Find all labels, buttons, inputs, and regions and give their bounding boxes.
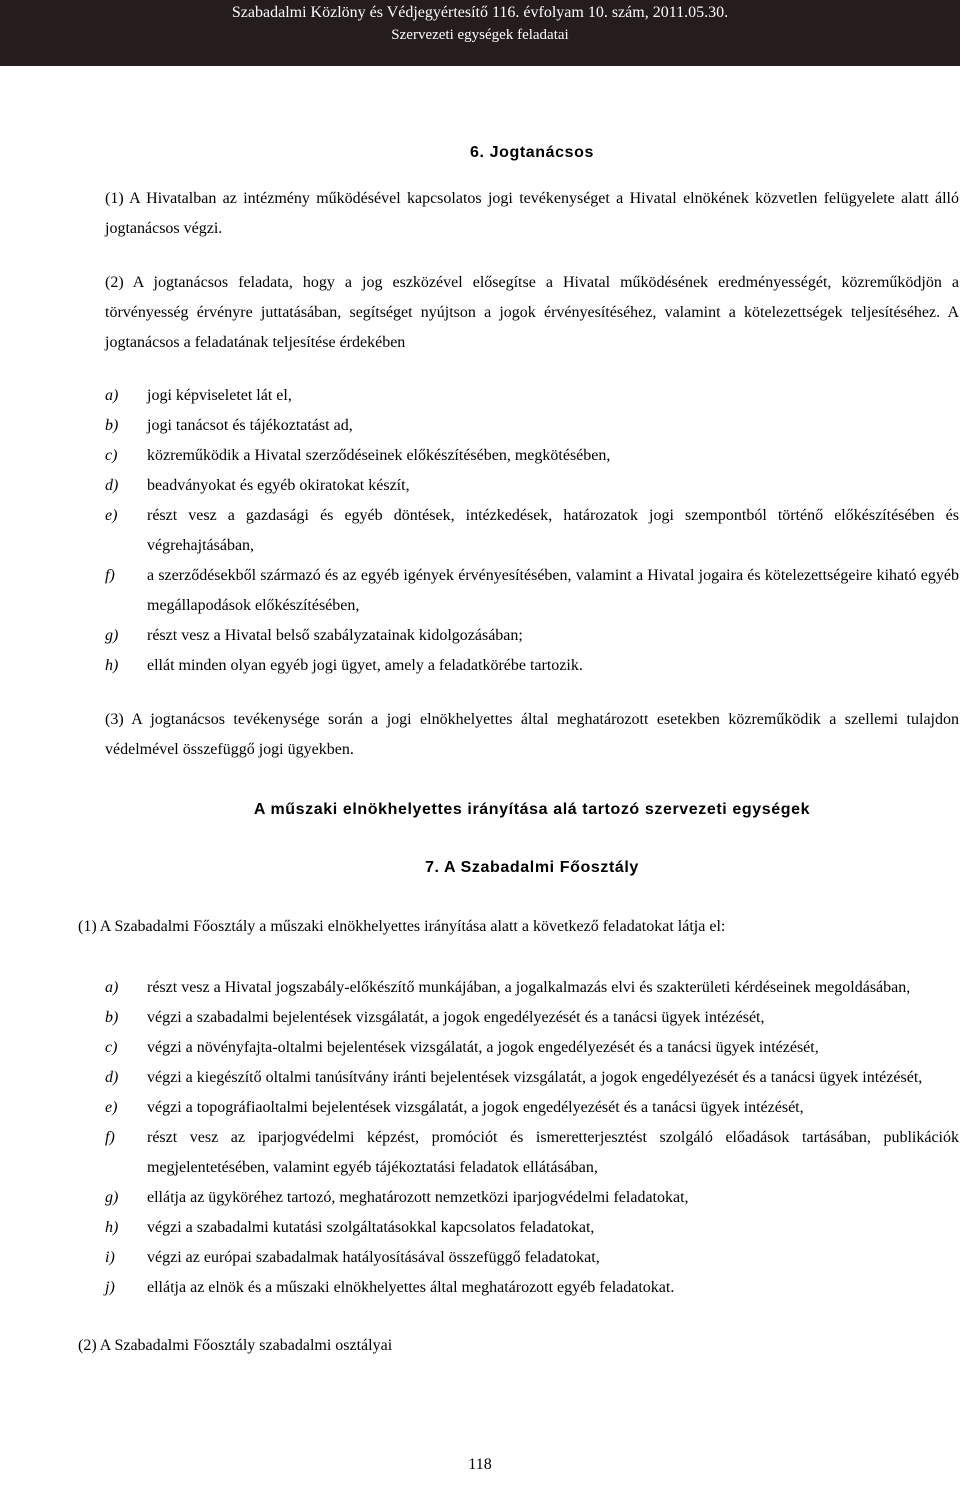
list-item-text: a szerződésekből származó és az egyéb igények érvényesítésében, valamint a Hivatal jogaira és kötelezettségeire kiható egyéb megállapodások előkészítésében,: [147, 567, 959, 614]
page-header: [0, 0, 960, 66]
list-item-label: g): [105, 1189, 119, 1206]
document-body: [78, 138, 959, 1361]
list-item-label: a): [105, 979, 119, 996]
list-item-text: jogi tanácsot és tájékoztatást ad,: [147, 417, 353, 434]
list-item-text: végzi a szabadalmi bejelentések vizsgálatát, a jogok engedélyezését és a tanácsi ügyek intézését,: [147, 1009, 765, 1026]
section-7-task-list: [105, 973, 959, 1303]
list-item-label: f): [105, 1129, 115, 1146]
list-item: [105, 973, 959, 1003]
list-item-text: részt vesz a Hivatal jogszabály-előkészítő munkájában, a jogalkalmazás elvi és szakterületi kérdéseinek megoldásában,: [147, 979, 911, 996]
list-item-text: részt vesz a Hivatal belső szabályzatainak kidolgozásában;: [147, 627, 523, 644]
list-item-label: b): [105, 417, 119, 434]
list-item-label: j): [105, 1279, 115, 1296]
section-6-paragraph-1: (1) A Hivatalban az intézmény működésével kapcsolatos jogi tevékenységet a Hivatal elnökének közvetlen felügyelete alatt álló jogtanácsos végzi.: [105, 190, 959, 237]
section-7-paragraph-1: (1) A Szabadalmi Főosztály a műszaki elnökhelyettes irányítása alatt a következő feladatokat látja el:: [78, 918, 726, 935]
list-item-label: e): [105, 507, 118, 524]
section-7-paragraph-2: (2) A Szabadalmi Főosztály szabadalmi osztályai: [78, 1337, 393, 1354]
list-item-text: végzi a szabadalmi kutatási szolgáltatásokkal kapcsolatos feladatokat,: [147, 1219, 595, 1236]
list-item-text: részt vesz az iparjogvédelmi képzést, promóciót és ismeretterjesztést szolgáló előadások tartásában, publikációk megjelentetésében, valamint egyéb tájékoztatási feladatok ellátásában,: [147, 1129, 959, 1176]
list-item-label: d): [105, 1069, 119, 1086]
list-item-label: h): [105, 1219, 119, 1236]
page-number: 118: [468, 1456, 492, 1473]
list-item-label: i): [105, 1249, 115, 1266]
list-item-text: végzi az európai szabadalmak hatályosításával összefüggő feladatokat,: [147, 1249, 600, 1266]
list-item: [105, 1243, 959, 1273]
list-item-label: b): [105, 1009, 119, 1026]
list-item: [105, 501, 959, 561]
list-item-label: c): [105, 1039, 118, 1056]
list-item: [105, 1273, 959, 1303]
list-item: [105, 621, 959, 651]
list-item: [105, 561, 959, 621]
section-6-paragraph-2: (2) A jogtanácsos feladata, hogy a jog eszközével elősegítse a Hivatal működésének eredményességét, közreműködjön a törvényesség érvényre juttatásában, segítséget nyújtson a jogok érvényesítéséhez, valamint a kötelezettségek teljesítéséhez. A jogtanácsos a feladatának teljesítése érdekében: [105, 274, 959, 351]
list-item: [105, 1003, 959, 1033]
list-item-text: ellátja az elnök és a műszaki elnökhelyettes által meghatározott egyéb feladatokat.: [147, 1279, 675, 1296]
list-item: [105, 1123, 959, 1183]
list-item-text: végzi a topográfiaoltalmi bejelentések vizsgálatát, a jogok engedélyezését és a tanácsi ügyek intézését,: [147, 1099, 804, 1116]
list-item-text: ellátja az ügyköréhez tartozó, meghatározott nemzetközi iparjogvédelmi feladatokat,: [147, 1189, 689, 1206]
list-item-label: h): [105, 657, 119, 674]
section-6-task-list: [105, 381, 959, 681]
list-item-label: a): [105, 387, 119, 404]
list-item-label: g): [105, 627, 119, 644]
list-item: [105, 1183, 959, 1213]
list-item: [105, 651, 959, 681]
list-item-text: jogi képviseletet lát el,: [147, 387, 292, 404]
list-item-label: e): [105, 1099, 118, 1116]
list-item: [105, 1093, 959, 1123]
list-item: [105, 1033, 959, 1063]
list-item-label: d): [105, 477, 119, 494]
list-item-text: részt vesz a gazdasági és egyéb döntések, intézkedések, határozatok jogi szempontból történő előkészítésében és végrehajtásában,: [147, 507, 959, 554]
part-heading: A műszaki elnökhelyettes irányítása alá tartozó szervezeti egységek: [253, 801, 811, 818]
list-item-label: c): [105, 447, 118, 464]
list-item-text: közreműködik a Hivatal szerződéseinek előkészítésében, megkötésében,: [147, 447, 611, 464]
list-item-text: végzi a növényfajta-oltalmi bejelentések vizsgálatát, a jogok engedélyezését és a tanácsi ügyek intézését,: [147, 1039, 819, 1056]
list-item: [105, 471, 959, 501]
section-7-heading: 7. A Szabadalmi Főosztály: [425, 859, 639, 876]
list-item-text: beadványokat és egyéb okiratokat készít,: [147, 477, 410, 494]
list-item-text: ellát minden olyan egyéb jogi ügyet, amely a feladatkörébe tartozik.: [147, 657, 583, 674]
list-item: [105, 411, 959, 441]
list-item: [105, 441, 959, 471]
list-item: [105, 381, 959, 411]
list-item: [105, 1213, 959, 1243]
section-6-heading: 6. Jogtanácsos: [469, 144, 594, 161]
section-subtitle: Szervezeti egységek feladatai: [391, 27, 569, 43]
list-item-text: végzi a kiegészítő oltalmi tanúsítvány iránti bejelentések vizsgálatát, a jogok engedélyezését és a tanácsi ügyek intézését,: [147, 1069, 923, 1086]
list-item-label: f): [105, 567, 115, 584]
journal-title: Szabadalmi Közlöny és Védjegyértesítő 116. évfolyam 10. szám, 2011.05.30.: [231, 4, 729, 21]
list-item: [105, 1063, 959, 1093]
section-6-paragraph-3: (3) A jogtanácsos tevékenysége során a jogi elnökhelyettes által meghatározott esetekben közreműködik a szellemi tulajdon védelmével összefüggő jogi ügyekben.: [105, 711, 959, 758]
